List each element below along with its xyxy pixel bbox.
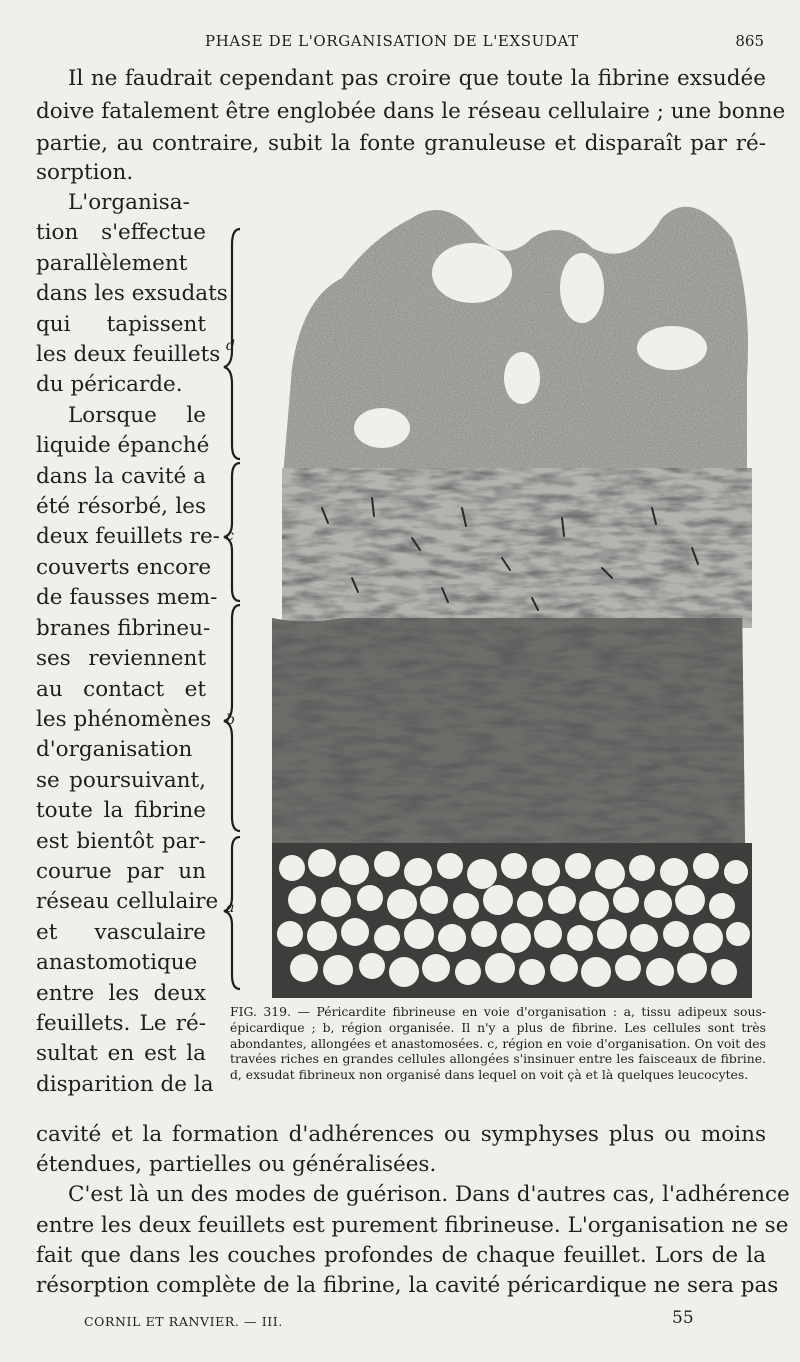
page-header	[0, 30, 800, 54]
text-line: anastomotique	[36, 950, 198, 976]
text-line: étendues, partielles ou généralisées.	[36, 1152, 437, 1177]
zone-b-organized	[272, 618, 752, 848]
text-line: de fausses mem-	[36, 585, 218, 611]
text-line: les deux feuillets	[36, 342, 221, 368]
text-line: au contact et	[36, 676, 206, 702]
text-line: feuillets. Le ré-	[36, 1010, 206, 1036]
text-line: se poursuivant,	[36, 767, 206, 793]
text-line: tion s'effectue	[36, 220, 206, 246]
text-line: ses reviennent	[36, 646, 206, 672]
text-line: couverts encore	[36, 554, 212, 580]
caption-text: — Péricardite fibrineuse en voie d'organisation : a, tissu adipeux sous-épicardique ; b, région organisée. Il n'y a plus de fibrine. Les cellules sont très abondantes, allongées et anastomosées. c, région en voie d'organisation. On voit des travées riches en grandes cellules allongées s'insinuer entre les faisceaux de fibrine. d, exsudat fibrineux non organisé dans lequel on voit çà et là quelques leucocytes.	[230, 1004, 766, 1083]
text-line: sorption.	[36, 160, 134, 185]
text-line: dans la cavité a	[36, 463, 206, 489]
text-line: réseau cellulaire	[36, 889, 219, 915]
layer-label-a: a	[226, 900, 235, 916]
page-number: 865	[735, 32, 764, 50]
text-line: cavité et la formation d'adhérences ou symphyses plus ou moins	[36, 1122, 766, 1147]
text-line: et vasculaire	[36, 919, 206, 945]
text-line: deux feuillets re-	[36, 524, 220, 550]
layer-label-d: d	[226, 338, 235, 354]
text-line: partie, au contraire, subit la fonte granuleuse et disparaît par ré-	[36, 131, 766, 156]
text-line: sultat en est la	[36, 1041, 206, 1067]
layer-braces	[218, 225, 258, 995]
text-line: entre les deux feuillets est purement fibrineuse. L'organisation ne se	[36, 1213, 789, 1238]
text-line: courue par un	[36, 858, 206, 884]
text-line: entre les deux	[36, 980, 206, 1006]
text-line: du péricarde.	[36, 372, 183, 398]
text-line: résorption complète de la fibrine, la cavité péricardique ne sera pas	[36, 1273, 779, 1298]
figure-number: FIG. 319.	[230, 1004, 292, 1019]
text-line: fait que dans les couches profondes de chaque feuillet. Lors de la	[36, 1243, 766, 1268]
layer-label-c: c	[226, 528, 234, 544]
text-line: Il ne faudrait cependant pas croire que toute la fibrine exsudée	[68, 66, 766, 91]
text-line: liquide épanché	[36, 433, 210, 459]
footer-signature: 55	[672, 1308, 694, 1328]
text-line: doive fatalement être englobée dans le réseau cellulaire ; une bonne	[36, 99, 786, 124]
figure-caption	[230, 1004, 766, 1083]
histology-figure	[262, 178, 762, 998]
running-title: PHASE DE L'ORGANISATION DE L'EXSUDAT	[205, 32, 579, 50]
text-line: C'est là un des modes de guérison. Dans d'autres cas, l'adhérence	[68, 1182, 790, 1207]
text-line: est bientôt par-	[36, 828, 206, 854]
zone-d-exsudate	[282, 178, 752, 498]
zone-c-organizing	[282, 468, 752, 628]
text-line: Lorsque le	[68, 402, 206, 428]
text-line: L'organisa-	[68, 190, 190, 215]
zone-a-adipose	[272, 843, 752, 998]
left-text-column	[36, 188, 228, 1100]
text-line: été résorbé, les	[36, 494, 206, 520]
text-line: les phénomènes	[36, 706, 212, 732]
text-line: toute la fibrine	[36, 798, 206, 824]
text-line: branes fibrineu-	[36, 615, 211, 641]
text-line: dans les exsudats	[36, 281, 228, 307]
text-line: qui tapissent	[36, 311, 206, 337]
text-line: d'organisation	[36, 737, 193, 763]
layer-label-b: b	[226, 712, 235, 728]
footer-authors: CORNIL ET RANVIER. — III.	[84, 1314, 283, 1329]
text-line: parallèlement	[36, 250, 188, 276]
text-line: disparition de la	[36, 1071, 214, 1097]
